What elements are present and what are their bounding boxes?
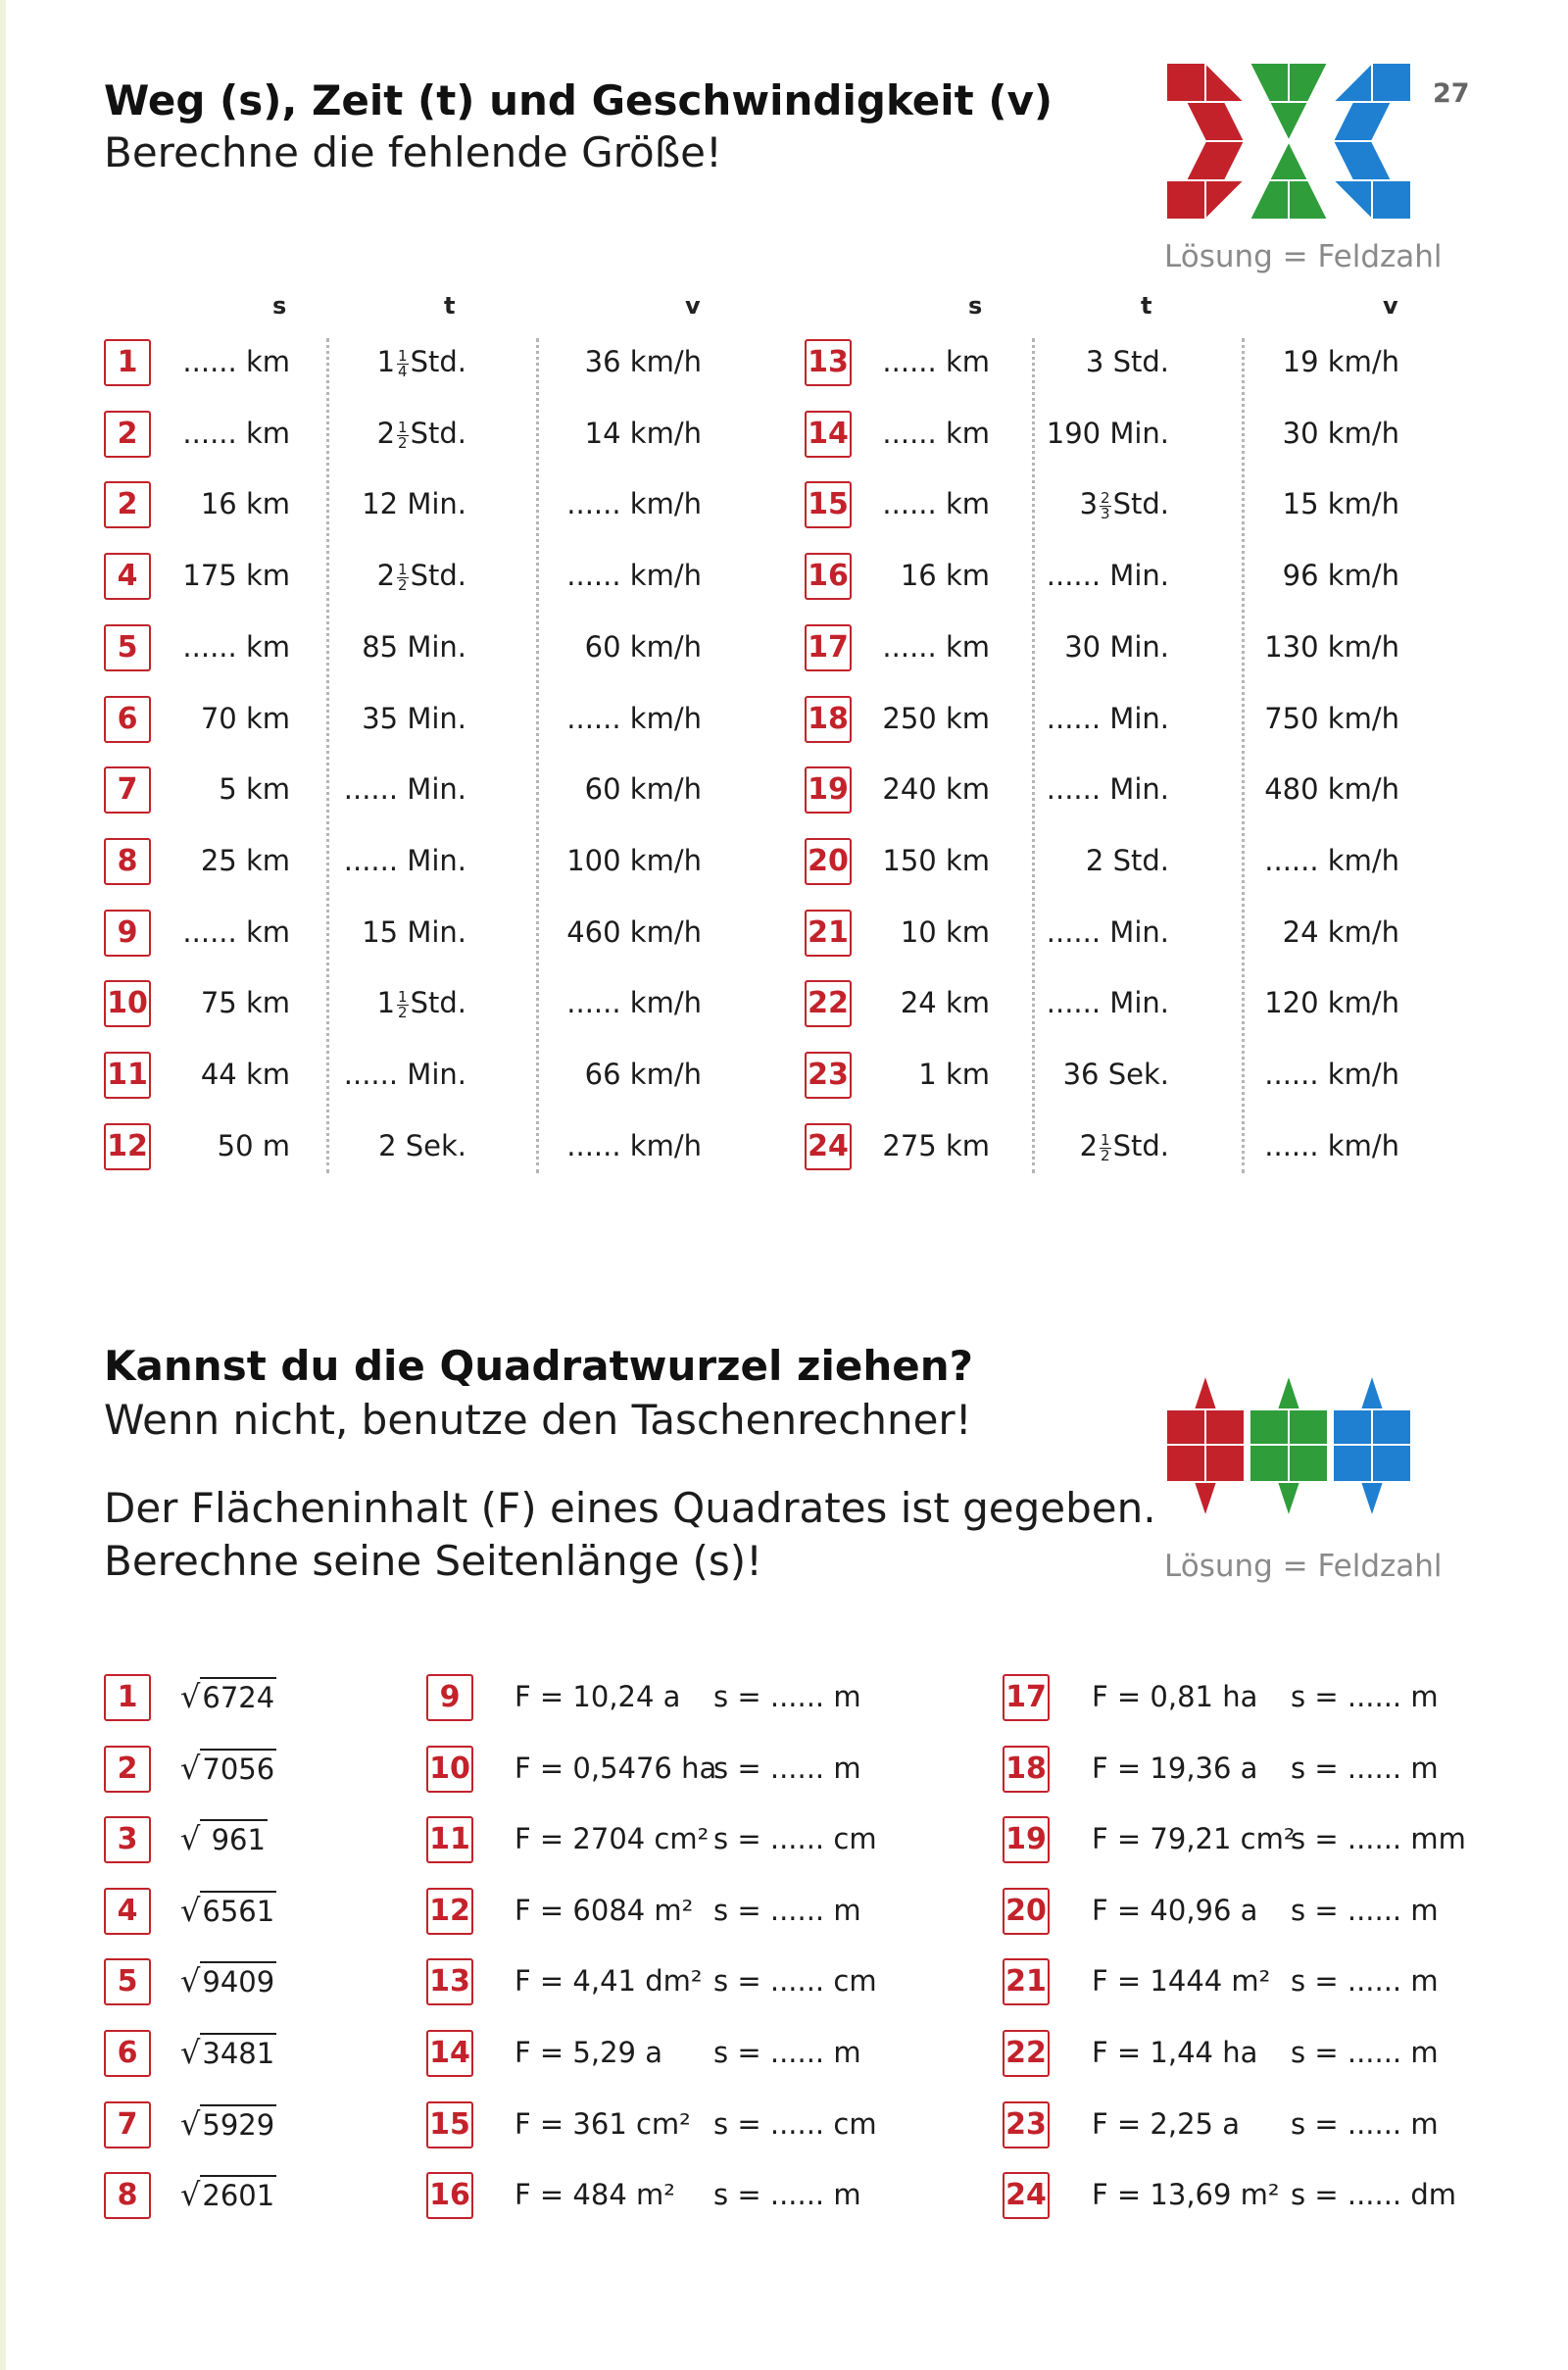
time-unit: Std. <box>410 986 466 1019</box>
speed-value: 120 km/h <box>1264 986 1399 1019</box>
speed-value: ...... km/h <box>566 1129 702 1162</box>
side-length-answer: s = ...... m <box>1291 2107 1439 2141</box>
area-value: F = 0,81 ha <box>1092 1680 1258 1713</box>
time-value <box>377 559 466 593</box>
task-number-badge: 4 <box>104 1888 151 1935</box>
fraction-denominator: 4 <box>398 362 408 380</box>
speed-value: 15 km/h <box>1282 487 1399 520</box>
speed-value: 30 km/h <box>1282 417 1399 450</box>
area-value: F = 0,5476 ha <box>514 1752 717 1785</box>
task-number-badge: 12 <box>426 1888 473 1935</box>
distance-value: ...... km <box>182 345 290 378</box>
speed-value: 460 km/h <box>566 915 702 949</box>
time-value: 3 Std. <box>1085 345 1169 378</box>
speed-value: 96 km/h <box>1282 559 1399 592</box>
speed-value: 19 km/h <box>1282 345 1399 378</box>
square-root-symbol: √ <box>180 2105 201 2143</box>
speed-value: ...... km/h <box>566 487 702 520</box>
time-fraction <box>397 346 409 380</box>
speed-value: 24 km/h <box>1282 915 1399 949</box>
time-value <box>377 345 466 379</box>
square-root-symbol: √ <box>180 1962 201 2000</box>
area-value: F = 6084 m² <box>514 1894 694 1927</box>
task-number-badge: 22 <box>1003 2030 1050 2077</box>
area-value: F = 1,44 ha <box>1092 2036 1258 2069</box>
task-number-badge: 23 <box>805 1052 852 1099</box>
square-root-expression <box>180 2176 276 2213</box>
distance-value: 75 km <box>200 986 290 1019</box>
fraction-numerator: 2 <box>1101 488 1110 507</box>
task-number-badge: 15 <box>426 2101 473 2148</box>
header-s-left: s <box>272 292 287 320</box>
task-number-badge: 13 <box>426 1958 473 2005</box>
fraction-denominator: 2 <box>398 575 408 594</box>
fraction-numerator: 1 <box>398 560 408 578</box>
header-v-right: v <box>1383 292 1398 320</box>
side-length-answer: s = ...... cm <box>713 1964 877 1998</box>
header-v-left: v <box>685 292 701 320</box>
time-fraction <box>397 420 409 451</box>
distance-value: 70 km <box>200 702 290 735</box>
task-number-badge: 5 <box>104 1958 151 2005</box>
area-value: F = 40,96 a <box>1092 1894 1258 1927</box>
section2-title: Kannst du die Quadratwurzel ziehen? <box>104 1342 974 1390</box>
task-number-badge: 8 <box>104 2172 151 2219</box>
fraction-denominator: 3 <box>1101 504 1110 522</box>
time-unit: Std. <box>410 345 466 378</box>
page-edge-strip <box>0 0 6 2370</box>
task-number-badge: 24 <box>805 1123 852 1170</box>
task-number-badge: 9 <box>426 1674 473 1721</box>
radicand: 6724 <box>200 1677 276 1714</box>
area-value: F = 5,29 a <box>514 2036 662 2069</box>
fraction-denominator: 2 <box>398 433 408 452</box>
distance-value: 16 km <box>200 487 290 520</box>
task-number-badge: 4 <box>104 553 151 600</box>
time-value: ...... Min. <box>343 1058 466 1091</box>
time-value <box>1080 487 1169 521</box>
distance-value: ...... km <box>882 417 990 450</box>
fraction-numerator: 1 <box>398 418 408 436</box>
side-length-answer: s = ...... cm <box>713 1822 877 1855</box>
task-number-badge: 20 <box>805 838 852 885</box>
time-unit: Std. <box>410 559 466 592</box>
time-whole: 2 <box>376 417 396 450</box>
task-number-badge: 12 <box>104 1123 151 1170</box>
time-value: ...... Min. <box>1046 772 1169 806</box>
task-number-badge: 8 <box>104 838 151 885</box>
time-value: 35 Min. <box>362 702 466 735</box>
section1-subtitle: Berechne die fehlende Größe! <box>104 128 722 176</box>
solution-field-logo-2 <box>1166 1374 1411 1527</box>
fraction-denominator: 2 <box>1101 1146 1110 1164</box>
distance-value: 5 km <box>219 772 290 806</box>
area-value: F = 1444 m² <box>1092 1964 1271 1998</box>
speed-value: 60 km/h <box>584 630 702 664</box>
speed-value: 14 km/h <box>584 417 702 450</box>
square-root-symbol: √ <box>180 2034 201 2071</box>
task-number-badge: 2 <box>104 481 151 528</box>
distance-value: 24 km <box>900 986 990 1019</box>
side-length-answer: s = ...... m <box>1291 1964 1439 1998</box>
task-number-badge: 6 <box>104 2030 151 2077</box>
task-number-badge: 9 <box>104 910 151 957</box>
time-whole: 1 <box>376 986 396 1019</box>
fraction-denominator: 2 <box>398 1003 408 1021</box>
time-value: 2 Sek. <box>378 1129 466 1162</box>
radicand: 7056 <box>200 1749 276 1786</box>
time-value: ...... Min. <box>1046 702 1169 735</box>
time-whole: 2 <box>376 559 396 592</box>
area-value: F = 79,21 cm² <box>1092 1822 1296 1855</box>
task-number-badge: 19 <box>1003 1816 1050 1863</box>
square-root-expression <box>180 1820 268 1857</box>
side-length-answer: s = ...... m <box>1291 1894 1439 1927</box>
time-whole: 2 <box>1079 1129 1099 1162</box>
distance-value: 10 km <box>900 915 990 949</box>
section2-task-line1: Der Flächeninhalt (F) eines Quadrates ist gegeben. <box>104 1484 1156 1532</box>
time-fraction <box>397 987 409 1021</box>
radicand: 9409 <box>200 1961 276 1999</box>
time-fraction <box>1100 1130 1111 1164</box>
column-divider <box>326 338 329 1173</box>
task-number-badge: 14 <box>426 2030 473 2077</box>
task-number-badge: 1 <box>104 1674 151 1721</box>
side-length-answer: s = ...... m <box>1291 1680 1439 1713</box>
time-value: 36 Sek. <box>1062 1058 1169 1091</box>
speed-value: ...... km/h <box>566 986 702 1019</box>
distance-value: 240 km <box>882 772 990 806</box>
distance-value: 50 m <box>217 1129 290 1162</box>
task-number-badge: 15 <box>805 481 852 528</box>
fraction-numerator: 1 <box>1101 1130 1110 1149</box>
area-value: F = 2,25 a <box>1092 2107 1240 2141</box>
fraction-numerator: 1 <box>398 987 408 1006</box>
side-length-answer: s = ...... cm <box>713 2107 877 2141</box>
task-number-badge: 20 <box>1003 1888 1050 1935</box>
square-root-symbol: √ <box>180 1820 201 1857</box>
task-number-badge: 11 <box>426 1816 473 1863</box>
speed-value: ...... km/h <box>566 702 702 735</box>
time-value: 12 Min. <box>362 487 466 520</box>
area-value: F = 19,36 a <box>1092 1752 1258 1785</box>
distance-value: ...... km <box>882 630 990 664</box>
time-value <box>377 986 466 1020</box>
area-value: F = 361 cm² <box>514 2107 691 2141</box>
task-number-badge: 22 <box>805 980 852 1027</box>
time-value: 190 Min. <box>1046 417 1169 450</box>
radicand: 6561 <box>200 1891 276 1928</box>
column-divider <box>1242 338 1245 1173</box>
task-number-badge: 10 <box>426 1746 473 1793</box>
radicand: 2601 <box>200 2175 276 2212</box>
side-length-answer: s = ...... dm <box>1291 2178 1457 2211</box>
side-length-answer: s = ...... m <box>713 1894 861 1927</box>
header-t-right: t <box>1141 292 1152 320</box>
distance-value: 16 km <box>900 559 990 592</box>
side-length-answer: s = ...... m <box>713 1680 861 1713</box>
area-value: F = 2704 cm² <box>514 1822 710 1855</box>
area-value: F = 10,24 a <box>514 1680 681 1713</box>
page-number: 27 <box>1433 78 1470 109</box>
task-number-badge: 6 <box>104 696 151 743</box>
task-number-badge: 16 <box>805 553 852 600</box>
square-root-expression <box>180 1892 276 1929</box>
speed-value: ...... km/h <box>566 559 702 592</box>
time-value: 15 Min. <box>362 915 466 949</box>
distance-value: ...... km <box>182 417 290 450</box>
area-value: F = 484 m² <box>514 2178 675 2211</box>
speed-value: 66 km/h <box>584 1058 702 1091</box>
time-fraction <box>1100 488 1111 522</box>
task-number-badge: 18 <box>805 696 852 743</box>
speed-value: ...... km/h <box>1264 1129 1399 1162</box>
time-value: ...... Min. <box>1046 559 1169 592</box>
header-s-right: s <box>968 292 983 320</box>
side-length-answer: s = ...... m <box>1291 1752 1439 1785</box>
distance-value: ...... km <box>182 630 290 664</box>
time-value: 30 Min. <box>1064 630 1169 664</box>
square-root-symbol: √ <box>180 1678 201 1715</box>
distance-value: ...... km <box>182 915 290 949</box>
time-whole: 3 <box>1079 487 1099 520</box>
task-number-badge: 18 <box>1003 1746 1050 1793</box>
distance-value: 150 km <box>882 844 990 877</box>
task-number-badge: 3 <box>104 1816 151 1863</box>
speed-value: 750 km/h <box>1264 702 1399 735</box>
column-divider <box>536 338 539 1173</box>
time-value: ...... Min. <box>343 772 466 806</box>
time-value: ...... Min. <box>1046 915 1169 949</box>
header-t-left: t <box>444 292 456 320</box>
section1-title: Weg (s), Zeit (t) und Geschwindigkeit (v) <box>104 76 1054 124</box>
speed-value: 60 km/h <box>584 772 702 806</box>
area-value: F = 13,69 m² <box>1092 2178 1280 2211</box>
radicand: 3481 <box>200 2033 276 2070</box>
task-number-badge: 11 <box>104 1052 151 1099</box>
square-root-symbol: √ <box>180 2176 201 2213</box>
time-value: 2 Std. <box>1085 844 1169 877</box>
task-number-badge: 23 <box>1003 2101 1050 2148</box>
fraction-numerator: 1 <box>398 346 408 365</box>
speed-value: ...... km/h <box>1264 1058 1399 1091</box>
time-value <box>377 417 466 451</box>
square-root-expression <box>180 2105 276 2143</box>
task-number-badge: 16 <box>426 2172 473 2219</box>
column-divider <box>1032 338 1035 1173</box>
task-number-badge: 21 <box>1003 1958 1050 2005</box>
task-number-badge: 17 <box>805 624 852 671</box>
speed-value: 100 km/h <box>566 844 702 877</box>
side-length-answer: s = ...... mm <box>1291 1822 1466 1855</box>
task-number-badge: 5 <box>104 624 151 671</box>
speed-value: 480 km/h <box>1264 772 1399 806</box>
task-number-badge: 19 <box>805 766 852 814</box>
square-root-symbol: √ <box>180 1750 201 1787</box>
square-root-expression <box>180 1962 276 2000</box>
task-number-badge: 17 <box>1003 1674 1050 1721</box>
side-length-answer: s = ...... m <box>1291 2036 1439 2069</box>
radicand: 5929 <box>200 2104 276 2142</box>
time-unit: Std. <box>1112 487 1169 520</box>
solution-field-logo-1 <box>1166 63 1411 222</box>
task-number-badge: 2 <box>104 1746 151 1793</box>
section2-solution-label: Lösung = Feldzahl <box>1164 1549 1443 1584</box>
distance-value: ...... km <box>882 487 990 520</box>
square-root-expression <box>180 1678 276 1715</box>
side-length-answer: s = ...... m <box>713 2036 861 2069</box>
side-length-answer: s = ...... m <box>713 2178 861 2211</box>
distance-value: ...... km <box>882 345 990 378</box>
task-number-badge: 10 <box>104 980 151 1027</box>
distance-value: 275 km <box>882 1129 990 1162</box>
task-number-badge: 1 <box>104 339 151 386</box>
square-root-expression <box>180 2034 276 2071</box>
distance-value: 250 km <box>882 702 990 735</box>
task-number-badge: 24 <box>1003 2172 1050 2219</box>
area-value: F = 4,41 dm² <box>514 1964 703 1998</box>
section2-task-line2: Berechne seine Seitenlänge (s)! <box>104 1537 763 1585</box>
time-fraction <box>397 560 409 594</box>
task-number-badge: 21 <box>805 910 852 957</box>
distance-value: 1 km <box>918 1058 990 1091</box>
distance-value: 25 km <box>200 844 290 877</box>
section1-solution-label: Lösung = Feldzahl <box>1164 239 1443 274</box>
time-value <box>1080 1129 1169 1163</box>
square-root-expression <box>180 1750 276 1787</box>
time-whole: 1 <box>376 345 396 378</box>
task-number-badge: 7 <box>104 2101 151 2148</box>
side-length-answer: s = ...... m <box>713 1752 861 1785</box>
distance-value: 175 km <box>182 559 290 592</box>
task-number-badge: 2 <box>104 411 151 458</box>
time-value: 85 Min. <box>362 630 466 664</box>
time-unit: Std. <box>1112 1129 1169 1162</box>
square-root-symbol: √ <box>180 1892 201 1929</box>
task-number-badge: 13 <box>805 339 852 386</box>
speed-value: ...... km/h <box>1264 844 1399 877</box>
section2-subtitle: Wenn nicht, benutze den Taschenrechner! <box>104 1396 972 1444</box>
speed-value: 130 km/h <box>1264 630 1399 664</box>
time-value: ...... Min. <box>343 844 466 877</box>
task-number-badge: 14 <box>805 411 852 458</box>
distance-value: 44 km <box>200 1058 290 1091</box>
radicand: 961 <box>200 1819 268 1856</box>
task-number-badge: 7 <box>104 766 151 814</box>
time-unit: Std. <box>410 417 466 450</box>
speed-value: 36 km/h <box>584 345 702 378</box>
time-value: ...... Min. <box>1046 986 1169 1019</box>
